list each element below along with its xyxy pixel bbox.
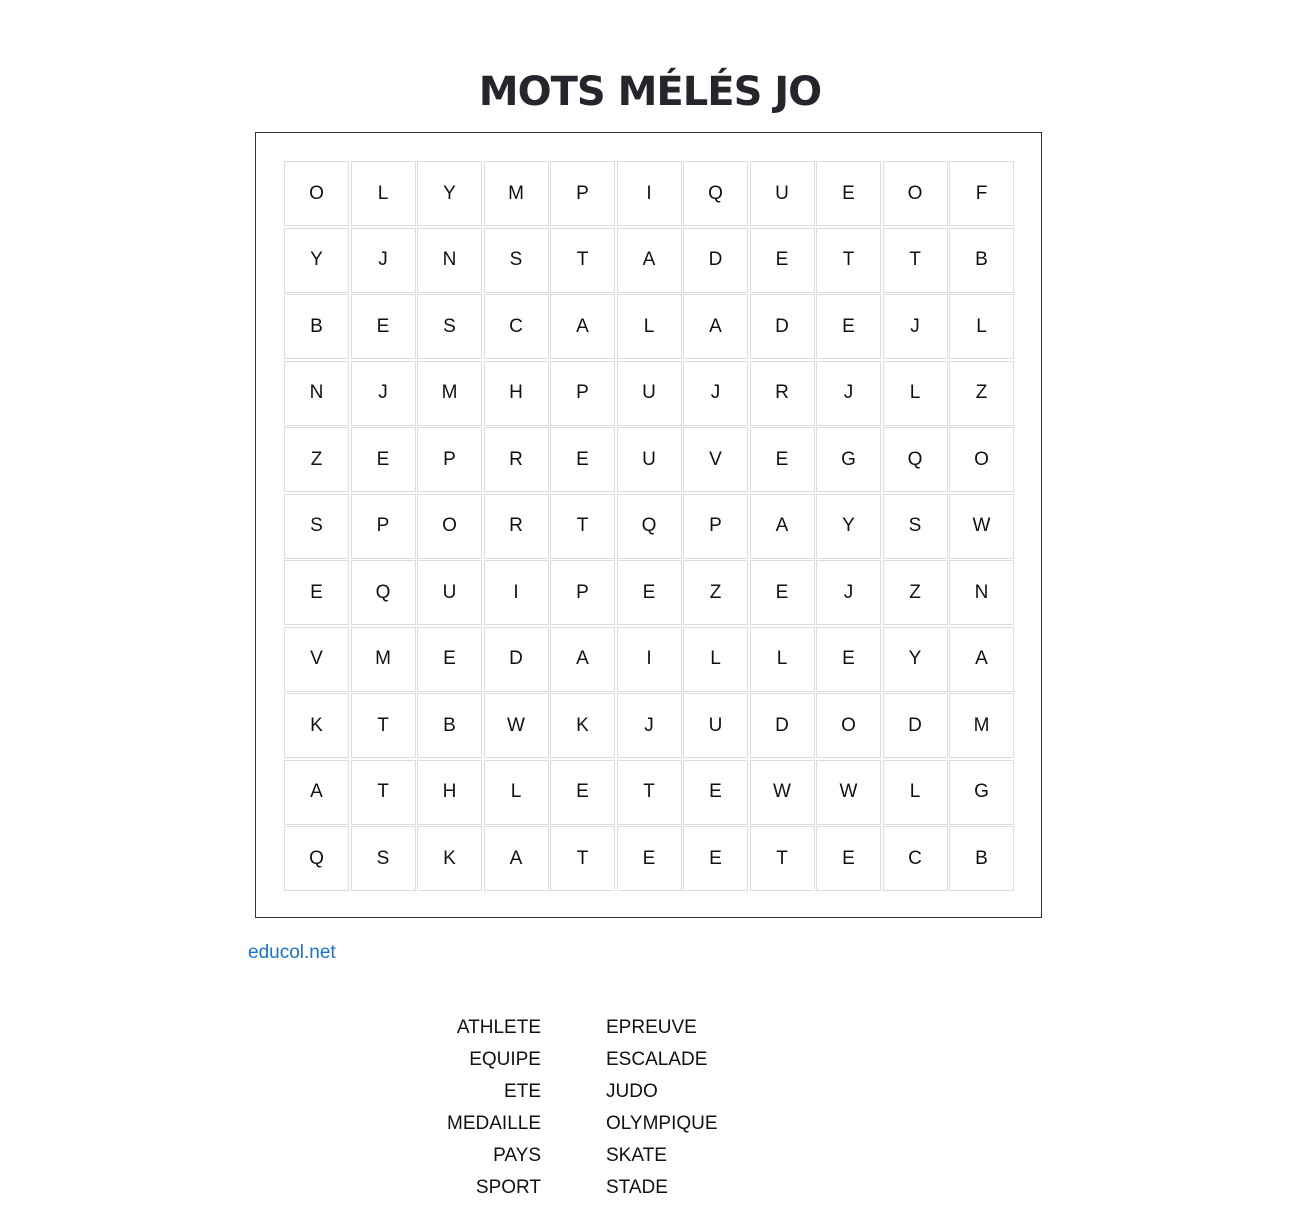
grid-cell[interactable]: T (550, 228, 615, 293)
grid-cell[interactable]: J (816, 560, 881, 625)
grid-cell[interactable]: G (816, 427, 881, 492)
grid-cell[interactable]: V (284, 627, 349, 692)
grid-cell[interactable]: Q (284, 826, 349, 891)
grid-cell[interactable]: E (750, 228, 815, 293)
grid-cell[interactable]: O (284, 161, 349, 226)
word-list-item: STADE (606, 1177, 668, 1198)
grid-cell[interactable]: R (484, 427, 549, 492)
grid-cell[interactable]: E (617, 826, 682, 891)
grid-cell[interactable]: L (484, 760, 549, 825)
grid-cell[interactable]: R (750, 361, 815, 426)
grid-cell[interactable]: T (883, 228, 948, 293)
grid-cell[interactable]: I (617, 627, 682, 692)
grid-cell[interactable]: Q (351, 560, 416, 625)
word-list-item: EPREUVE (606, 1017, 697, 1038)
grid-cell[interactable]: L (683, 627, 748, 692)
grid-cell[interactable]: T (351, 693, 416, 758)
grid-cell[interactable]: L (883, 760, 948, 825)
word-list-right (606, 1015, 826, 1207)
grid-cell[interactable]: S (883, 494, 948, 559)
word-list-item: SPORT (475, 1177, 541, 1198)
grid-cell[interactable]: E (284, 560, 349, 625)
grid-cell[interactable]: B (417, 693, 482, 758)
grid-cell[interactable]: O (417, 494, 482, 559)
grid-cell[interactable]: Q (883, 427, 948, 492)
grid-cell[interactable]: N (949, 560, 1014, 625)
grid-cell[interactable]: P (417, 427, 482, 492)
grid-cell[interactable]: A (683, 294, 748, 359)
grid-cell[interactable]: T (550, 826, 615, 891)
grid-cell[interactable]: E (550, 427, 615, 492)
grid-cell[interactable]: D (683, 228, 748, 293)
grid-cell[interactable]: R (484, 494, 549, 559)
grid-cell[interactable]: Z (883, 560, 948, 625)
grid-cell[interactable]: O (949, 427, 1014, 492)
grid-cell[interactable]: W (750, 760, 815, 825)
grid-cell[interactable]: D (484, 627, 549, 692)
grid-cell[interactable]: Q (617, 494, 682, 559)
grid-cell[interactable]: B (949, 228, 1014, 293)
grid-cell[interactable]: J (816, 361, 881, 426)
word-list-item: EQUIPE (469, 1049, 541, 1070)
grid-cell[interactable]: P (351, 494, 416, 559)
grid-cell[interactable]: M (949, 693, 1014, 758)
grid-cell[interactable]: S (484, 228, 549, 293)
grid-cell[interactable]: E (351, 427, 416, 492)
grid-cell[interactable]: E (750, 560, 815, 625)
grid-cell[interactable]: W (949, 494, 1014, 559)
grid-cell[interactable]: B (949, 826, 1014, 891)
grid-cell[interactable]: U (683, 693, 748, 758)
grid-cell[interactable]: E (750, 427, 815, 492)
grid-cell[interactable]: W (484, 693, 549, 758)
word-search-frame (255, 132, 1042, 918)
grid-cell[interactable]: L (949, 294, 1014, 359)
grid-cell[interactable]: A (750, 494, 815, 559)
grid-cell[interactable]: U (617, 361, 682, 426)
grid-cell[interactable]: L (351, 161, 416, 226)
grid-cell[interactable]: U (417, 560, 482, 625)
grid-cell[interactable]: A (550, 294, 615, 359)
grid-cell[interactable]: Y (816, 494, 881, 559)
grid-cell[interactable]: J (351, 228, 416, 293)
grid-cell[interactable]: A (617, 228, 682, 293)
word-list-item: MEDAILLE (447, 1113, 541, 1134)
grid-cell[interactable]: P (550, 361, 615, 426)
grid-cell[interactable]: S (351, 826, 416, 891)
grid-cell[interactable]: I (484, 560, 549, 625)
grid-cell[interactable]: E (816, 161, 881, 226)
grid-cell[interactable]: C (484, 294, 549, 359)
grid-cell[interactable]: L (750, 627, 815, 692)
grid-cell[interactable]: E (816, 294, 881, 359)
word-list-left (341, 1015, 541, 1207)
grid-cell[interactable]: Z (284, 427, 349, 492)
grid-cell[interactable]: Y (284, 228, 349, 293)
grid-cell[interactable]: T (550, 494, 615, 559)
grid-cell[interactable]: S (417, 294, 482, 359)
grid-cell[interactable]: A (550, 627, 615, 692)
letter-grid (284, 161, 1014, 891)
grid-cell[interactable]: E (550, 760, 615, 825)
grid-cell[interactable]: Y (883, 627, 948, 692)
grid-cell[interactable]: I (617, 161, 682, 226)
grid-cell[interactable]: Q (683, 161, 748, 226)
educol-link[interactable]: educol.net (248, 942, 336, 963)
grid-cell[interactable]: D (883, 693, 948, 758)
grid-cell[interactable]: P (683, 494, 748, 559)
grid-cell[interactable]: L (617, 294, 682, 359)
grid-cell[interactable]: U (617, 427, 682, 492)
grid-cell[interactable]: J (351, 361, 416, 426)
grid-cell[interactable]: H (417, 760, 482, 825)
grid-cell[interactable]: A (284, 760, 349, 825)
grid-cell[interactable]: Z (949, 361, 1014, 426)
grid-cell[interactable]: E (617, 560, 682, 625)
grid-cell[interactable]: E (816, 826, 881, 891)
grid-cell[interactable]: P (550, 161, 615, 226)
grid-cell[interactable]: H (484, 361, 549, 426)
word-list-item: JUDO (606, 1081, 658, 1102)
grid-cell[interactable]: S (284, 494, 349, 559)
word-list-item: ETE (504, 1081, 541, 1102)
grid-cell[interactable]: C (883, 826, 948, 891)
grid-cell[interactable]: N (284, 361, 349, 426)
word-list-item: SKATE (606, 1145, 667, 1166)
grid-cell[interactable]: T (617, 760, 682, 825)
word-list-item: ATHLETE (456, 1017, 541, 1038)
grid-cell[interactable]: O (883, 161, 948, 226)
grid-cell[interactable]: T (351, 760, 416, 825)
grid-cell[interactable]: J (617, 693, 682, 758)
grid-cell[interactable]: F (949, 161, 1014, 226)
grid-cell[interactable]: M (417, 361, 482, 426)
grid-cell[interactable]: D (750, 294, 815, 359)
grid-cell[interactable]: E (351, 294, 416, 359)
grid-cell[interactable]: K (417, 826, 482, 891)
word-list-item: PAYS (493, 1145, 541, 1166)
grid-cell[interactable]: K (550, 693, 615, 758)
grid-cell[interactable]: K (284, 693, 349, 758)
grid-cell[interactable]: T (750, 826, 815, 891)
grid-cell[interactable]: G (949, 760, 1014, 825)
grid-cell[interactable]: E (683, 760, 748, 825)
grid-cell[interactable]: E (417, 627, 482, 692)
grid-cell[interactable]: A (484, 826, 549, 891)
grid-cell[interactable]: E (816, 627, 881, 692)
grid-cell[interactable]: T (816, 228, 881, 293)
grid-cell[interactable]: W (816, 760, 881, 825)
grid-cell[interactable]: M (351, 627, 416, 692)
grid-cell[interactable]: N (417, 228, 482, 293)
grid-cell[interactable]: J (683, 361, 748, 426)
grid-cell[interactable]: L (883, 361, 948, 426)
grid-cell[interactable]: U (750, 161, 815, 226)
grid-cell[interactable]: O (816, 693, 881, 758)
grid-cell[interactable]: A (949, 627, 1014, 692)
grid-cell[interactable]: Z (683, 560, 748, 625)
word-list-item: ESCALADE (606, 1049, 708, 1070)
grid-cell[interactable]: V (683, 427, 748, 492)
grid-cell[interactable]: Y (417, 161, 482, 226)
page-title: MOTS MÉLÉS JO (478, 69, 822, 115)
word-list-item: OLYMPIQUE (606, 1113, 718, 1134)
grid-cell[interactable]: D (750, 693, 815, 758)
grid-cell[interactable]: E (683, 826, 748, 891)
grid-cell[interactable]: B (284, 294, 349, 359)
grid-cell[interactable]: J (883, 294, 948, 359)
grid-cell[interactable]: M (484, 161, 549, 226)
grid-cell[interactable]: P (550, 560, 615, 625)
